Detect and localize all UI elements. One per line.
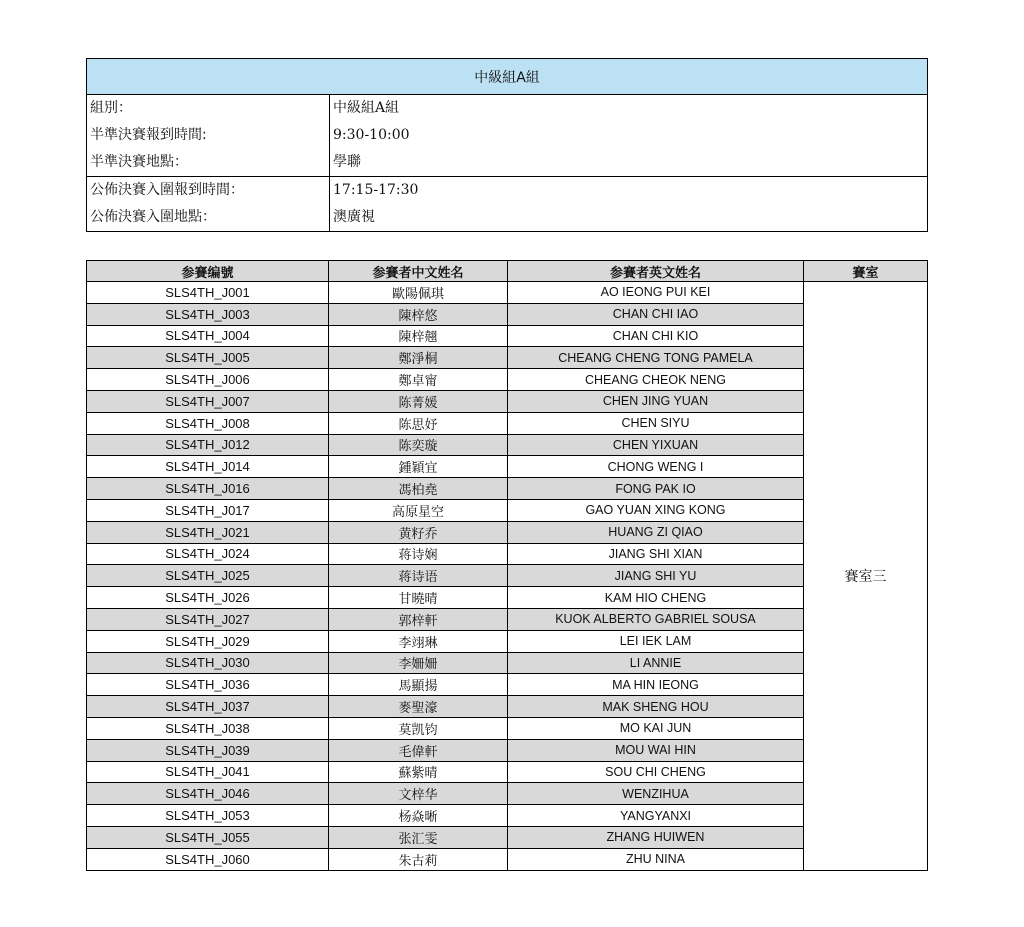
participant-id-cell: SLS4TH_J001 — [87, 282, 329, 304]
table-row — [87, 543, 928, 565]
table-row — [87, 674, 928, 696]
table-row — [87, 652, 928, 674]
group-label: 組別： — [90, 100, 132, 116]
participant-id-cell: SLS4TH_J036 — [87, 674, 329, 696]
chinese-name-cell: 蒋诗娴 — [329, 543, 508, 565]
table-row — [87, 696, 928, 718]
chinese-name-cell: 鄭卓甯 — [329, 369, 508, 391]
participant-id-cell: SLS4TH_J037 — [87, 696, 329, 718]
semi-labels — [87, 95, 330, 177]
english-name-cell: ZHU NINA — [508, 848, 804, 870]
chinese-name-cell: 蒋诗语 — [329, 565, 508, 587]
english-name-cell: YANGYANXI — [508, 805, 804, 827]
participant-id-cell: SLS4TH_J003 — [87, 303, 329, 325]
english-name-cell: MOU WAI HIN — [508, 739, 804, 761]
participant-id-cell: SLS4TH_J005 — [87, 347, 329, 369]
table-row — [87, 608, 928, 630]
participant-id-cell: SLS4TH_J060 — [87, 848, 329, 870]
english-name-cell: ZHANG HUIWEN — [508, 826, 804, 848]
chinese-name-cell: 甘曉晴 — [329, 587, 508, 609]
table-row — [87, 412, 928, 434]
english-name-cell: LEI IEK LAM — [508, 630, 804, 652]
participant-id-cell: SLS4TH_J041 — [87, 761, 329, 783]
participant-id-cell: SLS4TH_J006 — [87, 369, 329, 391]
english-name-cell: CHEANG CHEOK NENG — [508, 369, 804, 391]
table-row — [87, 587, 928, 609]
english-name-cell: KAM HIO CHENG — [508, 587, 804, 609]
english-name-cell: SOU CHI CHENG — [508, 761, 804, 783]
chinese-name-cell: 蘇紫晴 — [329, 761, 508, 783]
english-name-cell: FONG PAK IO — [508, 478, 804, 500]
english-name-cell: WENZIHUA — [508, 783, 804, 805]
chinese-name-cell: 黄籽乔 — [329, 521, 508, 543]
english-name-cell: KUOK ALBERTO GABRIEL SOUSA — [508, 608, 804, 630]
chinese-name-cell: 歐陽佩琪 — [329, 282, 508, 304]
table-row — [87, 390, 928, 412]
english-name-cell: MO KAI JUN — [508, 717, 804, 739]
final-checkin-time-label: 公佈決賽入圍報到時間： — [90, 182, 244, 198]
participant-id-cell: SLS4TH_J029 — [87, 630, 329, 652]
table-row — [87, 303, 928, 325]
header-chinese-name: 参賽者中文姓名 — [329, 261, 508, 282]
participant-id-cell: SLS4TH_J046 — [87, 783, 329, 805]
semi-checkin-time-label: 半準決賽報到時間: — [90, 127, 207, 143]
chinese-name-cell: 鄭淨桐 — [329, 347, 508, 369]
chinese-name-cell: 毛偉軒 — [329, 739, 508, 761]
chinese-name-cell: 陳梓悠 — [329, 303, 508, 325]
table-row — [87, 848, 928, 870]
english-name-cell: CHONG WENG I — [508, 456, 804, 478]
chinese-name-cell: 郭梓軒 — [329, 608, 508, 630]
table-row — [87, 565, 928, 587]
chinese-name-cell: 陈奕璇 — [329, 434, 508, 456]
english-name-cell: CHEN YIXUAN — [508, 434, 804, 456]
chinese-name-cell: 莫凯钧 — [329, 717, 508, 739]
semi-venue-label: 半準決賽地點： — [90, 154, 188, 170]
chinese-name-cell: 陳梓翹 — [329, 325, 508, 347]
final-checkin-time-value: 17:15-17:30 — [333, 182, 419, 198]
english-name-cell: CHEANG CHENG TONG PAMELA — [508, 347, 804, 369]
english-name-cell: AO IEONG PUI KEI — [508, 282, 804, 304]
final-labels — [87, 177, 330, 232]
participant-id-cell: SLS4TH_J016 — [87, 478, 329, 500]
room-cell: 賽室三 — [804, 282, 928, 871]
participant-id-cell: SLS4TH_J055 — [87, 826, 329, 848]
semi-values — [330, 95, 928, 177]
table-row — [87, 499, 928, 521]
english-name-cell: CHAN CHI IAO — [508, 303, 804, 325]
table-row — [87, 717, 928, 739]
table-row — [87, 761, 928, 783]
table-row — [87, 434, 928, 456]
table-row — [87, 282, 928, 304]
table-row — [87, 783, 928, 805]
chinese-name-cell: 杨焱晰 — [329, 805, 508, 827]
participant-id-cell: SLS4TH_J017 — [87, 499, 329, 521]
final-venue-value: 澳廣視 — [333, 209, 375, 225]
participant-id-cell: SLS4TH_J014 — [87, 456, 329, 478]
table-row — [87, 456, 928, 478]
chinese-name-cell: 文梓华 — [329, 783, 508, 805]
english-name-cell: JIANG SHI XIAN — [508, 543, 804, 565]
chinese-name-cell: 李翊琳 — [329, 630, 508, 652]
group-info-table — [86, 58, 928, 232]
final-values — [330, 177, 928, 232]
english-name-cell: HUANG ZI QIAO — [508, 521, 804, 543]
table-row — [87, 325, 928, 347]
participant-id-cell: SLS4TH_J025 — [87, 565, 329, 587]
table-row — [87, 739, 928, 761]
participant-id-cell: SLS4TH_J053 — [87, 805, 329, 827]
table-row — [87, 805, 928, 827]
group-value: 中級組A組 — [333, 100, 400, 116]
chinese-name-cell: 张汇雯 — [329, 826, 508, 848]
semi-checkin-time-value: 9:30-10:00 — [333, 127, 410, 143]
participant-id-cell: SLS4TH_J030 — [87, 652, 329, 674]
header-room: 賽室 — [804, 261, 928, 282]
chinese-name-cell: 麥聖濠 — [329, 696, 508, 718]
participant-id-cell: SLS4TH_J008 — [87, 412, 329, 434]
participant-id-cell: SLS4TH_J004 — [87, 325, 329, 347]
english-name-cell: GAO YUAN XING KONG — [508, 499, 804, 521]
semi-venue-value: 學聯 — [333, 154, 361, 170]
english-name-cell: MAK SHENG HOU — [508, 696, 804, 718]
chinese-name-cell: 陈思妤 — [329, 412, 508, 434]
table-row — [87, 826, 928, 848]
participant-id-cell: SLS4TH_J021 — [87, 521, 329, 543]
english-name-cell: MA HIN IEONG — [508, 674, 804, 696]
table-row — [87, 369, 928, 391]
participant-id-cell: SLS4TH_J026 — [87, 587, 329, 609]
table-row — [87, 630, 928, 652]
chinese-name-cell: 馮柏堯 — [329, 478, 508, 500]
chinese-name-cell: 陈菁媛 — [329, 390, 508, 412]
chinese-name-cell: 馬顯揚 — [329, 674, 508, 696]
table-header-row — [87, 261, 928, 282]
table-row — [87, 521, 928, 543]
participant-id-cell: SLS4TH_J024 — [87, 543, 329, 565]
english-name-cell: CHAN CHI KIO — [508, 325, 804, 347]
header-english-name: 参賽者英文姓名 — [508, 261, 804, 282]
english-name-cell: JIANG SHI YU — [508, 565, 804, 587]
table-row — [87, 347, 928, 369]
chinese-name-cell: 朱古莉 — [329, 848, 508, 870]
participant-table — [86, 260, 928, 871]
english-name-cell: CHEN SIYU — [508, 412, 804, 434]
group-title: 中級組A組 — [87, 59, 928, 95]
participant-id-cell: SLS4TH_J012 — [87, 434, 329, 456]
table-row — [87, 478, 928, 500]
participant-id-cell: SLS4TH_J038 — [87, 717, 329, 739]
participant-id-cell: SLS4TH_J039 — [87, 739, 329, 761]
participant-id-cell: SLS4TH_J007 — [87, 390, 329, 412]
chinese-name-cell: 高原星空 — [329, 499, 508, 521]
header-participant-id: 参賽编號 — [87, 261, 329, 282]
chinese-name-cell: 李姍姍 — [329, 652, 508, 674]
chinese-name-cell: 鍾穎宜 — [329, 456, 508, 478]
participant-id-cell: SLS4TH_J027 — [87, 608, 329, 630]
english-name-cell: LI ANNIE — [508, 652, 804, 674]
final-venue-label: 公佈決賽入圍地點： — [90, 209, 216, 225]
english-name-cell: CHEN JING YUAN — [508, 390, 804, 412]
